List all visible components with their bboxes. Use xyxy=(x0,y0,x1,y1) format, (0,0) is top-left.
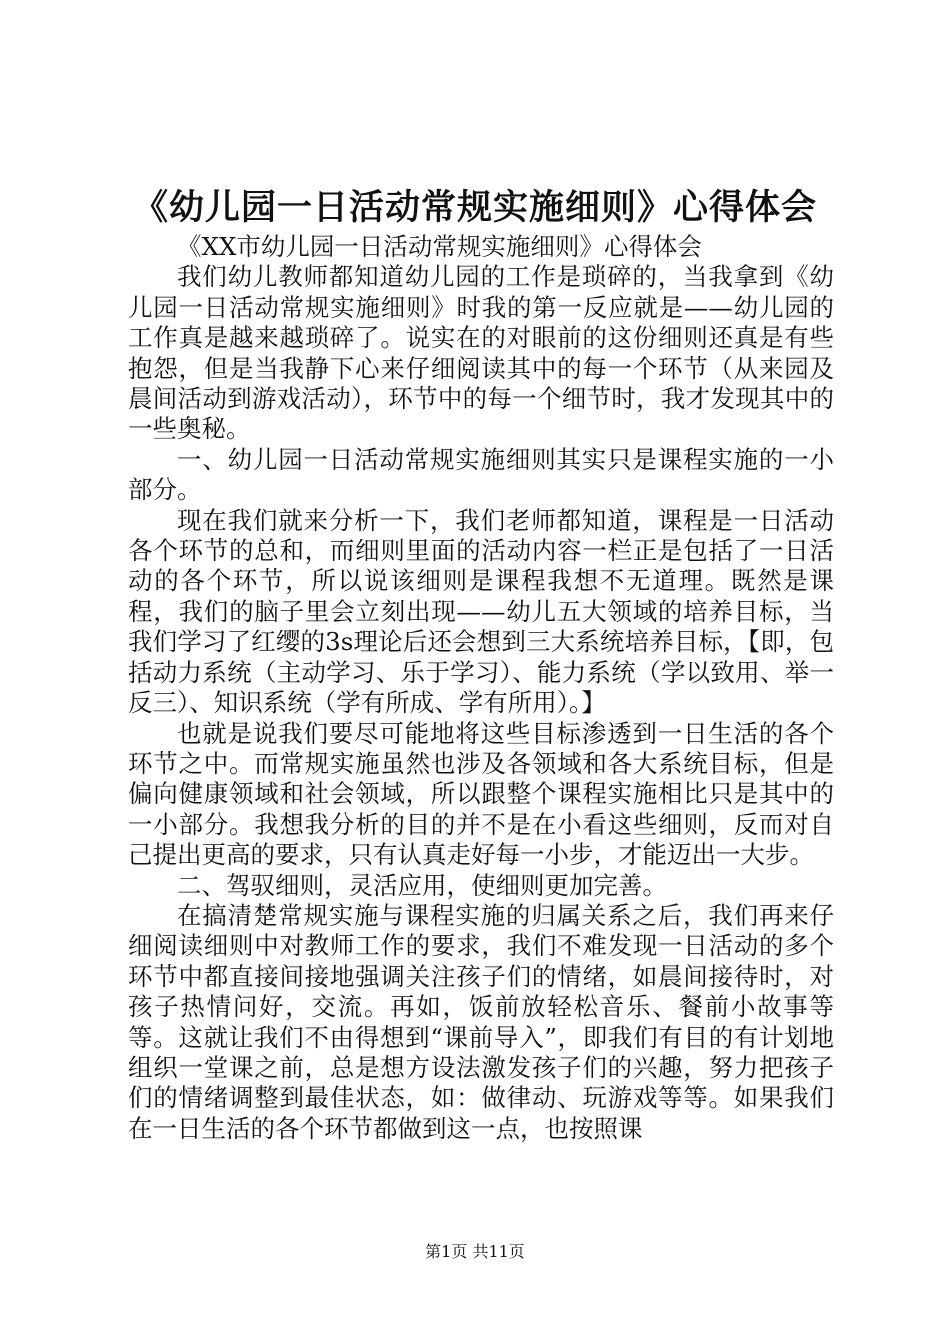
document-title: 《幼儿园一日活动常规实施细则》心得体会 xyxy=(132,187,817,228)
document-body xyxy=(128,232,834,1144)
body-paragraph: 我们幼儿教师都知道幼儿园的工作是琐碎的，当我拿到《幼儿园一日活动常规实施细则》时我的第一反应就是——幼儿园的工作真是越来越琐碎了。说实在的对眼前的这份细则还真是有些抱怨，但是当我静下心来仔细阅读其中的每一个环节（从来园及晨间活动到游戏活动），环节中的每一个细节时，我才发现其中的一些奥秘。 xyxy=(128,262,834,444)
section-heading: 二、驾驭细则，灵活应用，使细则更加完善。 xyxy=(177,870,667,900)
body-paragraph: 在搞清楚常规实施与课程实施的归属关系之后，我们再来仔细阅读细则中对教师工作的要求，我们不难发现一日活动的多个环节中都直接间接地强调关注孩子们的情绪，如晨间接待时，对孩子热情问好，交流。再如，饭前放轻松音乐、餐前小故事等等。这就让我们不由得想到“课前导入”，即我们有目的有计划地组织一堂课之前，总是想方设法激发孩子们的兴趣，努力把孩子们的情绪调整到最佳状态，如：做律动、玩游戏等等。如果我们在一日生活的各个环节都做到这一点，也按照课 xyxy=(128,900,834,1143)
subtitle-paragraph: 《XX市幼儿园一日活动常规实施细则》心得体会 xyxy=(177,232,702,261)
body-paragraph: 也就是说我们要尽可能地将这些目标渗透到一日生活的各个环节之中。而常规实施虽然也涉及各领域和各大系统目标，但是偏向健康领域和社会领域，所以跟整个课程实施相比只是其中的一小部分。我想我分析的目的并不是在小看这些细则，反而对自己提出更高的要求，只有认真走好每一小步，才能迈出一大步。 xyxy=(128,718,834,870)
page-number-footer: 第1页 共11页 xyxy=(425,1242,525,1261)
section-heading: 一、幼儿园一日活动常规实施细则其实只是课程实施的一小部分。 xyxy=(128,444,834,505)
body-paragraph: 现在我们就来分析一下，我们老师都知道，课程是一日活动各个环节的总和，而细则里面的活动内容一栏正是包括了一日活动的各个环节，所以说该细则是课程我想不无道理。既然是课程，我们的脑子里会立刻出现——幼儿五大领域的培养目标，当我们学习了红缨的3s理论后还会想到三大系统培养目标，【即，包括动力系统（主动学习、乐于学习）、能力系统（学以致用、举一反三）、知识系统（学有所成、学有所用）。】 xyxy=(128,505,834,718)
